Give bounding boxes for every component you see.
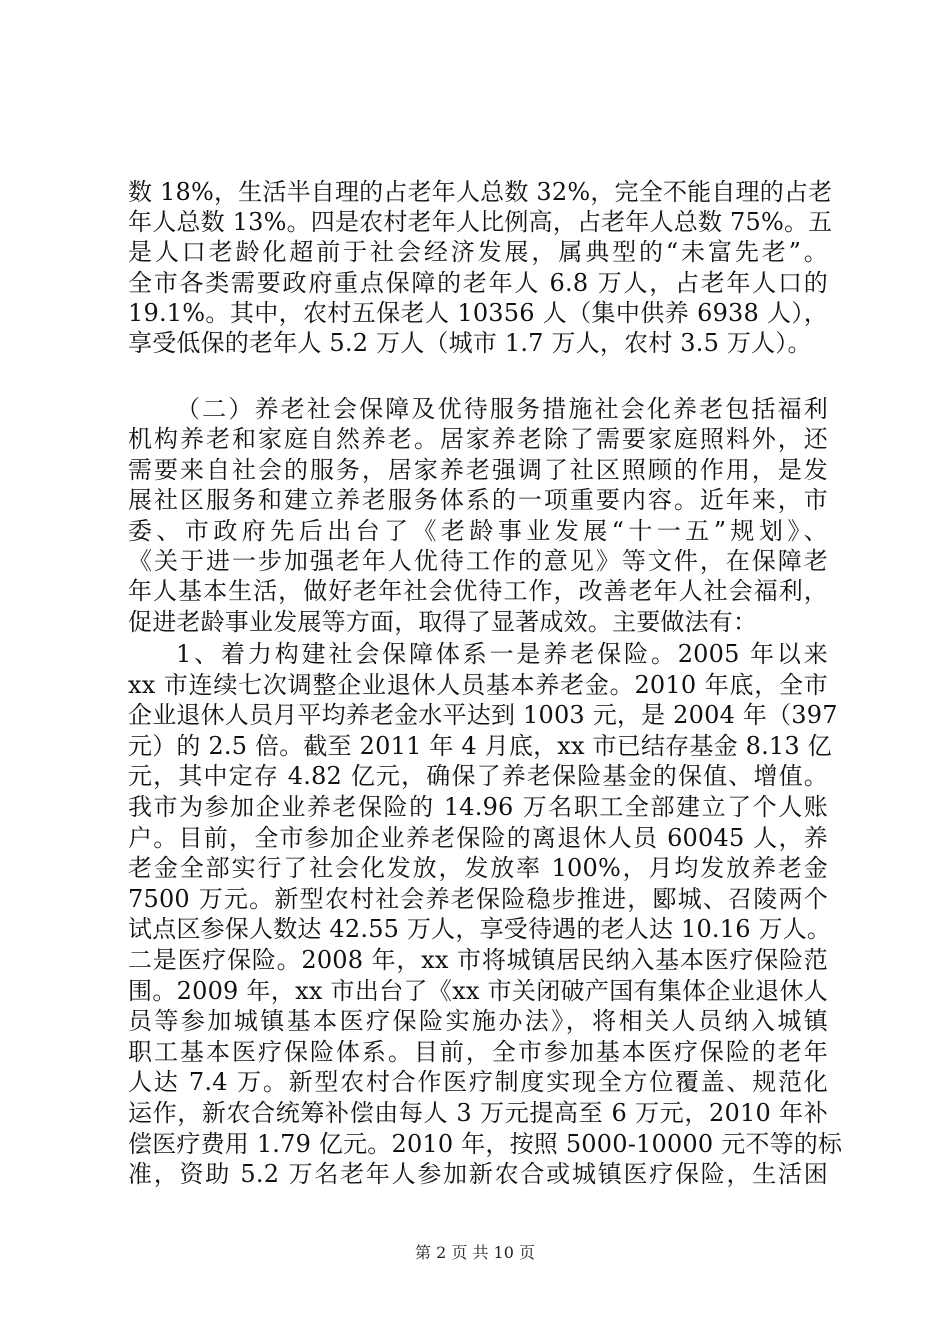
text-line: 老金全部实行了社会化发放，发放率 100%，月均发放养老金 [128, 854, 828, 883]
text-line: 19.1%。其中，农村五保老人 10356 人（集中供养 6938 人）， [128, 298, 828, 327]
text-line: 年人总数 13%。四是农村老年人比例高，占老年人总数 75%。五 [128, 208, 833, 237]
text-line: 试点区参保人数达 42.55 万人，享受待遇的老人达 10.16 万人。 [128, 915, 832, 944]
text-line: 机构养老和家庭自然养老。居家养老除了需要家庭照料外，还 [128, 425, 828, 454]
text-line: 委、市政府先后出台了《老龄事业发展“十一五”规划》、 [128, 516, 828, 545]
text-line: 7500 万元。新型农村社会养老保险稳步推进，郾城、召陵两个 [128, 884, 828, 913]
text-line: 户。目前，全市参加企业养老保险的离退休人员 60045 人，养 [128, 823, 828, 852]
text-line: 企业退休人员月平均养老金水平达到 1003 元，是 2004 年（397 [128, 701, 838, 730]
text-line: 偿医疗费用 1.79 亿元。2010 年，按照 5000-10000 元不等的标 [128, 1129, 843, 1158]
text-line: xx 市连续七次调整企业退休人员基本养老金。2010 年底，全市 [128, 670, 828, 699]
text-line: 是人口老龄化超前于社会经济发展，属典型的“未富先老”。 [128, 238, 828, 267]
text-line: 围。2009 年，xx 市出台了《xx 市关闭破产国有集体企业退休人 [128, 976, 828, 1005]
text-line: 年人基本生活，做好老年社会优待工作，改善老年人社会福利， [128, 577, 828, 606]
text-line: （二）养老社会保障及优待服务措施社会化养老包括福利 [176, 395, 828, 423]
text-line: 数 18%，生活半自理的占老年人总数 32%，完全不能自理的占老 [128, 178, 833, 206]
text-line: 展社区服务和建立养老服务体系的一项重要内容。近年来，市 [128, 486, 828, 515]
text-line: 二是医疗保险。2008 年，xx 市将城镇居民纳入基本医疗保险范 [128, 946, 828, 974]
text-line: 准，资助 5.2 万名老年人参加新农合或城镇医疗保险，生活困 [128, 1160, 828, 1189]
text-line: 我市为参加企业养老保险的 14.96 万名职工全部建立了个人账 [128, 793, 828, 821]
text-line: 全市各类需要政府重点保障的老年人 6.8 万人，占老年人口的 [128, 268, 828, 297]
page-footer: 第 2 页 共 10 页 [415, 1243, 535, 1262]
text-line: 运作，新农合统筹补偿由每人 3 万元提高至 6 万元，2010 年补 [128, 1099, 828, 1127]
text-line: 享受低保的老年人 5.2 万人（城市 1.7 万人，农村 3.5 万人）。 [128, 329, 812, 357]
text-line: 促进老龄事业发展等方面，取得了显著成效。主要做法有： [128, 607, 758, 636]
text-line: 需要来自社会的服务，居家养老强调了社区照顾的作用，是发 [128, 455, 828, 484]
text-line: 员等参加城镇基本医疗保险实施办法》，将相关人员纳入城镇 [128, 1007, 828, 1036]
text-line: 职工基本医疗保险体系。目前，全市参加基本医疗保险的老年 [128, 1037, 828, 1066]
text-line: 人达 7.4 万。新型农村合作医疗制度实现全方位覆盖、规范化 [128, 1068, 828, 1097]
text-line: 1、着力构建社会保障体系一是养老保险。2005 年以来 [176, 640, 828, 668]
text-line: 元）的 2.5 倍。截至 2011 年 4 月底，xx 市已结存基金 8.13 亿 [128, 731, 832, 760]
text-line: 《关于进一步加强老年人优待工作的意见》等文件，在保障老 [128, 547, 828, 575]
text-line: 元，其中定存 4.82 亿元，确保了养老保险基金的保值、增值。 [128, 762, 828, 791]
